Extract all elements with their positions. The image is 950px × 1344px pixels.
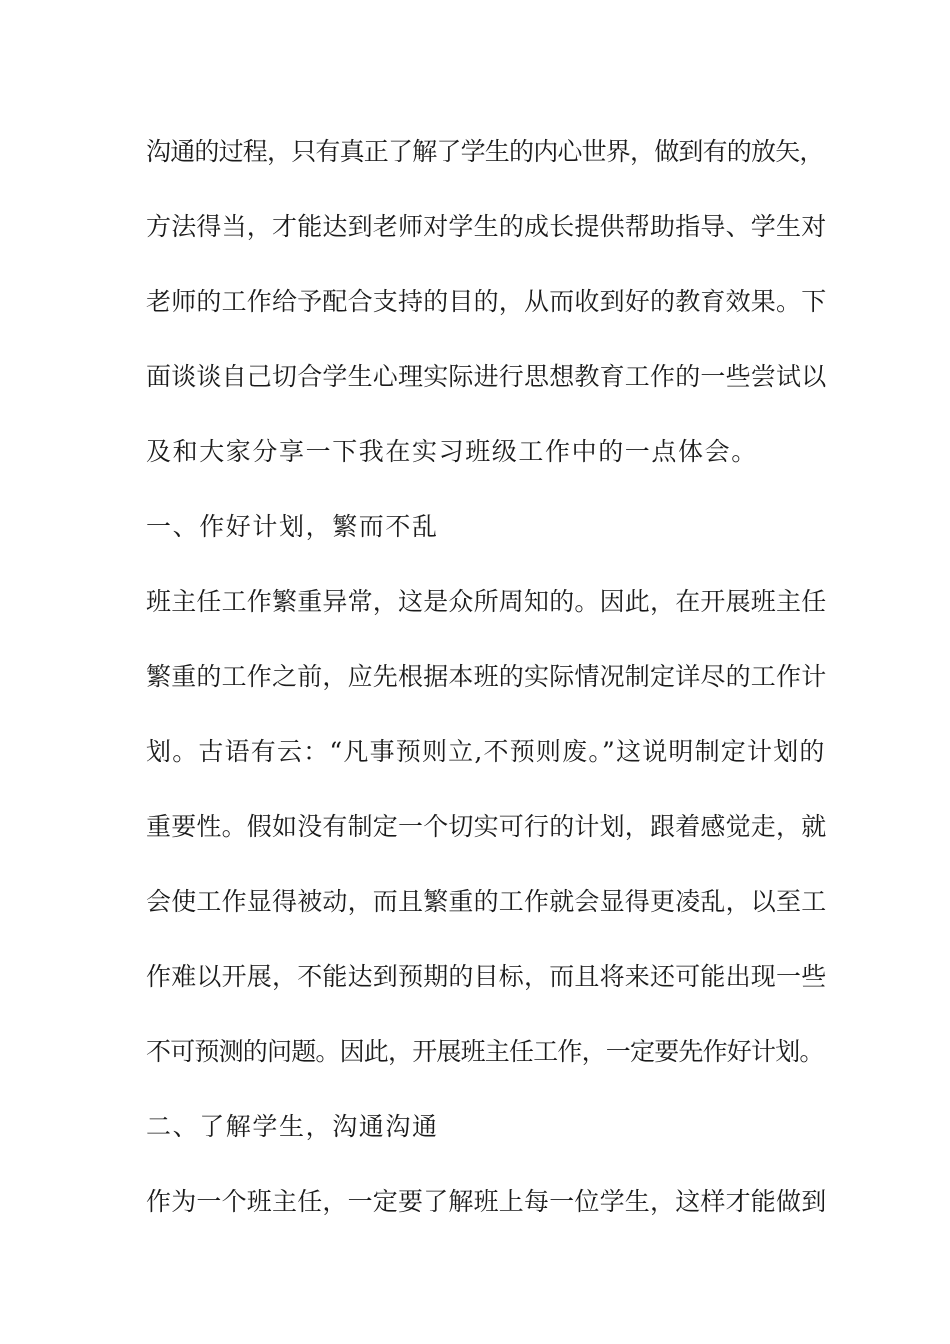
paragraph-line: 面谈谈自己切合学生心理实际进行思想教育工作的一些尝试以 [146, 362, 827, 391]
paragraph-line: 沟通的过程，只有真正了解了学生的内心世界，做到有的放矢， [146, 137, 824, 166]
paragraph-line: 不可预测的问题。因此，开展班主任工作，一定要先作好计划。 [146, 1037, 824, 1066]
paragraph-line: 老师的工作给予配合支持的目的，从而收到好的教育效果。下 [146, 287, 827, 316]
paragraph-line: 会使工作显得被动，而且繁重的工作就会显得更凌乱，以至工 [146, 887, 827, 916]
paragraph-line: 重要性。假如没有制定一个切实可行的计划，跟着感觉走，就 [146, 812, 827, 841]
paragraph-line: 繁重的工作之前，应先根据本班的实际情况制定详尽的工作计 [146, 662, 827, 691]
section-heading: 一、作好计划，繁而不乱 [146, 512, 439, 541]
paragraph-line: 划。古语有云：“凡事预则立,不预则废。”这说明制定计划的 [146, 737, 826, 766]
paragraph-line: 作为一个班主任，一定要了解班上每一位学生，这样才能做到 [146, 1187, 827, 1216]
section-heading: 二、了解学生，沟通沟通 [146, 1112, 439, 1141]
paragraph-line: 及和大家分享一下我在实习班级工作中的一点体会。 [146, 437, 758, 466]
paragraph-line: 作难以开展，不能达到预期的目标，而且将来还可能出现一些 [146, 962, 827, 991]
paragraph-line: 方法得当，才能达到老师对学生的成长提供帮助指导、学生对 [146, 212, 827, 241]
paragraph-line: 班主任工作繁重异常，这是众所周知的。因此，在开展班主任 [146, 587, 827, 616]
